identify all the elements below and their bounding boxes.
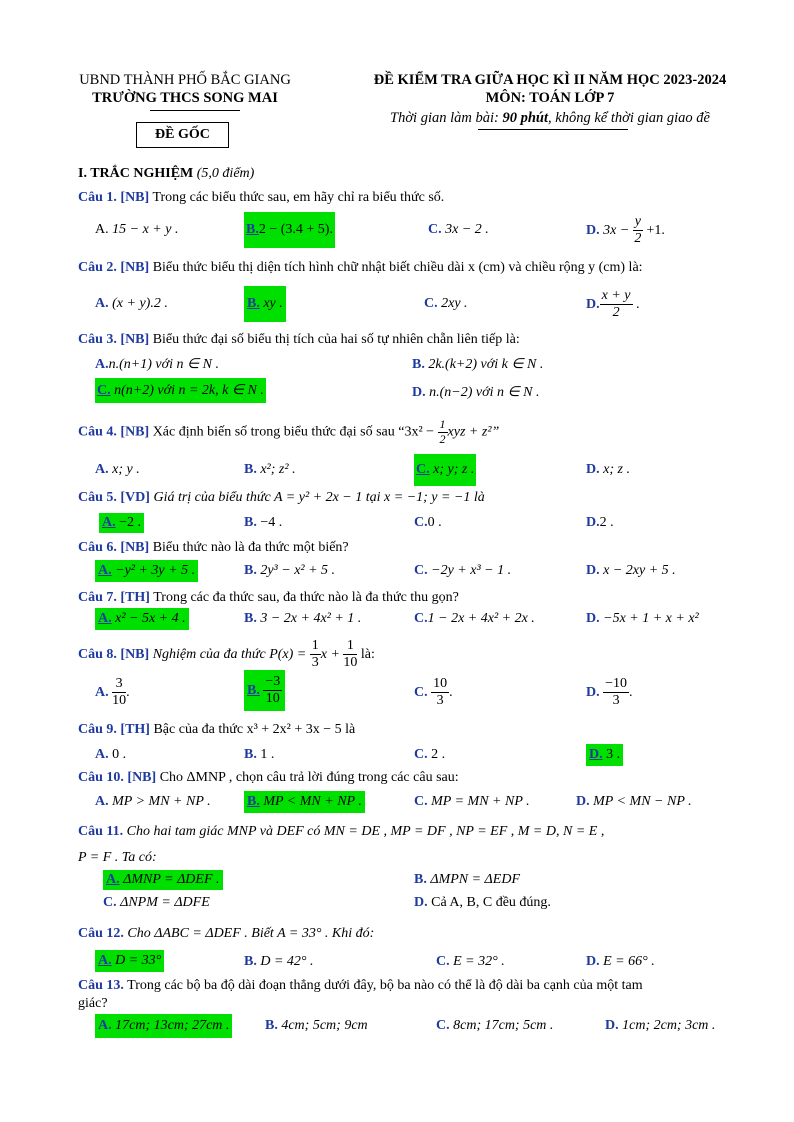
school-name: TRƯỜNG THCS SONG MAI (92, 90, 278, 106)
question-13-cont: giác? (78, 996, 108, 1011)
q2-option-a[interactable]: A. (x + y).2 . (95, 296, 168, 311)
q11-option-a[interactable]: A. ΔMNP = ΔDEF . (103, 870, 223, 890)
question-12: Câu 12. Cho ΔABC = ΔDEF . Biết A = 33° . Khi đó: (78, 926, 375, 941)
q1-option-c[interactable]: C. 3x − 2 . (428, 222, 489, 237)
question-2: Câu 2. [NB] Biểu thức biểu thị diện tích hình chữ nhật biết chiều dài x (cm) và chiều rộng y (cm) là: (78, 260, 643, 275)
q1-option-a[interactable]: A. 15 − x + y . (95, 222, 179, 237)
q3-option-b[interactable]: B. 2k.(k+2) với k ∈ N . (412, 357, 544, 372)
header-underline-right (478, 129, 628, 130)
question-9: Câu 9. [TH] Bậc của đa thức x³ + 2x² + 3x − 5 là (78, 722, 356, 737)
q5-option-d[interactable]: D.2 . (586, 515, 614, 530)
exam-subject: MÔN: TOÁN LỚP 7 (485, 90, 615, 106)
question-13: Câu 13. Trong các bộ ba độ dài đoạn thẳng dưới đây, bộ ba nào có thể là độ dài ba cạnh của một tam (78, 978, 643, 993)
q2-option-b[interactable]: B. xy . (244, 286, 286, 322)
q10-option-c[interactable]: C. MP = MN + NP . (414, 794, 530, 809)
q8-option-b[interactable]: B. $\frac{-3}{10}$ (244, 670, 285, 711)
q7-option-b[interactable]: B. 3 − 2x + 4x² + 1 . (244, 611, 362, 626)
q6-option-a[interactable]: A. −y² + 3y + 5 . (95, 560, 198, 582)
q9-option-d[interactable]: D. 3 . (586, 744, 623, 766)
question-11: Câu 11. Cho hai tam giác MNP và DEF có MN = DE , MP = DF , NP = EF , M = D, N = E , (78, 824, 605, 839)
q7-option-d[interactable]: D. −5x + 1 + x + x² (586, 611, 699, 626)
q12-option-d[interactable]: D. E = 66° . (586, 954, 655, 969)
question-5: Câu 5. [VD] Giá trị của biểu thức A = y² + 2x − 1 tại x = −1; y = −1 là (78, 490, 485, 505)
q9-option-c[interactable]: C. 2 . (414, 747, 446, 762)
q2-option-c[interactable]: C. 2xy . (424, 296, 468, 311)
exam-title: ĐỀ KIỂM TRA GIỮA HỌC KÌ II NĂM HỌC 2023-2024 (373, 72, 727, 88)
q11-option-b[interactable]: B. ΔMPN = ΔEDF (414, 872, 520, 887)
q8-option-d[interactable]: D. $\frac{-10}{3}$ . (586, 676, 633, 709)
q6-option-b[interactable]: B. 2y³ − x² + 5 . (244, 563, 336, 578)
school-authority: UBND THÀNH PHỐ BẮC GIANG (79, 72, 291, 88)
q1-option-b[interactable]: B.2 − (3.4 + 5). (244, 212, 335, 248)
q8-option-a[interactable]: A. $\frac{3}{10}$ . (95, 676, 130, 709)
q8-option-c[interactable]: C. $\frac{10}{3}$ . (414, 676, 453, 709)
exam-code-box: ĐỀ GỐC (136, 122, 229, 148)
q4-option-b[interactable]: B. x²; z² . (244, 462, 296, 477)
q2-option-d[interactable]: D. $\frac{x + y}{2}$ . (586, 288, 640, 321)
question-4: Câu 4. [NB] Xác định biến số trong biểu thức đại số sau “3x² − $\frac{1}{2}$ xyz + z²” (78, 417, 500, 446)
question-1: Câu 1. [NB] Trong các biểu thức sau, em hãy chỉ ra biểu thức số. (78, 190, 445, 205)
q4-option-c[interactable]: C. x; y; z . (414, 454, 476, 486)
q9-option-a[interactable]: A. 0 . (95, 747, 127, 762)
q11-option-c[interactable]: C. ΔNPM = ΔDFE (103, 895, 210, 910)
q13-option-c[interactable]: C. 8cm; 17cm; 5cm . (436, 1018, 554, 1033)
question-6: Câu 6. [NB] Biểu thức nào là đa thức một biến? (78, 540, 349, 555)
q4-option-a[interactable]: A. x; y . (95, 462, 140, 477)
q1-option-d[interactable]: D. 3x − $\frac{y}{2}$ +1. (586, 214, 665, 247)
q10-option-d[interactable]: D. MP < MN − NP . (576, 794, 692, 809)
q13-option-a[interactable]: A. 17cm; 13cm; 27cm . (95, 1014, 232, 1038)
header-underline-left (150, 110, 240, 111)
q12-option-c[interactable]: C. E = 32° . (436, 954, 505, 969)
q12-option-a[interactable]: A. D = 33° (95, 950, 164, 972)
section-title: I. TRẮC NGHIỆM (5,0 điểm) (78, 166, 255, 181)
exam-time: Thời gian làm bài: 90 phút, không kể thời gian giao đề (390, 110, 710, 126)
question-7: Câu 7. [TH] Trong các đa thức sau, đa thức nào là đa thức thu gọn? (78, 590, 459, 605)
q7-option-a[interactable]: A. x² − 5x + 4 . (95, 608, 189, 630)
q6-option-d[interactable]: D. x − 2xy + 5 . (586, 563, 676, 578)
q4-option-d[interactable]: D. x; z . (586, 462, 630, 477)
q5-option-c[interactable]: C.0 . (414, 515, 442, 530)
q7-option-c[interactable]: C.1 − 2x + 4x² + 2x . (414, 611, 535, 626)
question-8: Câu 8. [NB] Nghiệm của đa thức P(x) = $\frac{1}{3}$ x + $\frac{1}{10}$ là: (78, 638, 375, 671)
q10-option-b[interactable]: B. MP < MN + NP . (244, 791, 365, 813)
q10-option-a[interactable]: A. MP > MN + NP . (95, 794, 211, 809)
q3-option-a[interactable]: A.n.(n+1) với n ∈ N . (95, 357, 220, 372)
question-3: Câu 3. [NB] Biểu thức đại số biểu thị tích của hai số tự nhiên chẵn liên tiếp là: (78, 332, 520, 347)
q9-option-b[interactable]: B. 1 . (244, 747, 275, 762)
q3-option-c[interactable]: C. n(n+2) với n = 2k, k ∈ N . (95, 378, 266, 403)
q13-option-b[interactable]: B. 4cm; 5cm; 9cm (265, 1018, 368, 1033)
q11-option-d[interactable]: D. Cả A, B, C đều đúng. (414, 895, 551, 910)
q12-option-b[interactable]: B. D = 42° . (244, 954, 314, 969)
question-11-cont: P = F . Ta có: (78, 850, 157, 865)
question-10: Câu 10. [NB] Cho ΔMNP , chọn câu trả lời đúng trong các câu sau: (78, 770, 459, 785)
q5-option-b[interactable]: B. −4 . (244, 515, 283, 530)
q5-option-a[interactable]: A. −2 . (99, 513, 144, 533)
q13-option-d[interactable]: D. 1cm; 2cm; 3cm . (605, 1018, 716, 1033)
q3-option-d[interactable]: D. n.(n−2) với n ∈ N . (412, 385, 540, 400)
q6-option-c[interactable]: C. −2y + x³ − 1 . (414, 563, 512, 578)
